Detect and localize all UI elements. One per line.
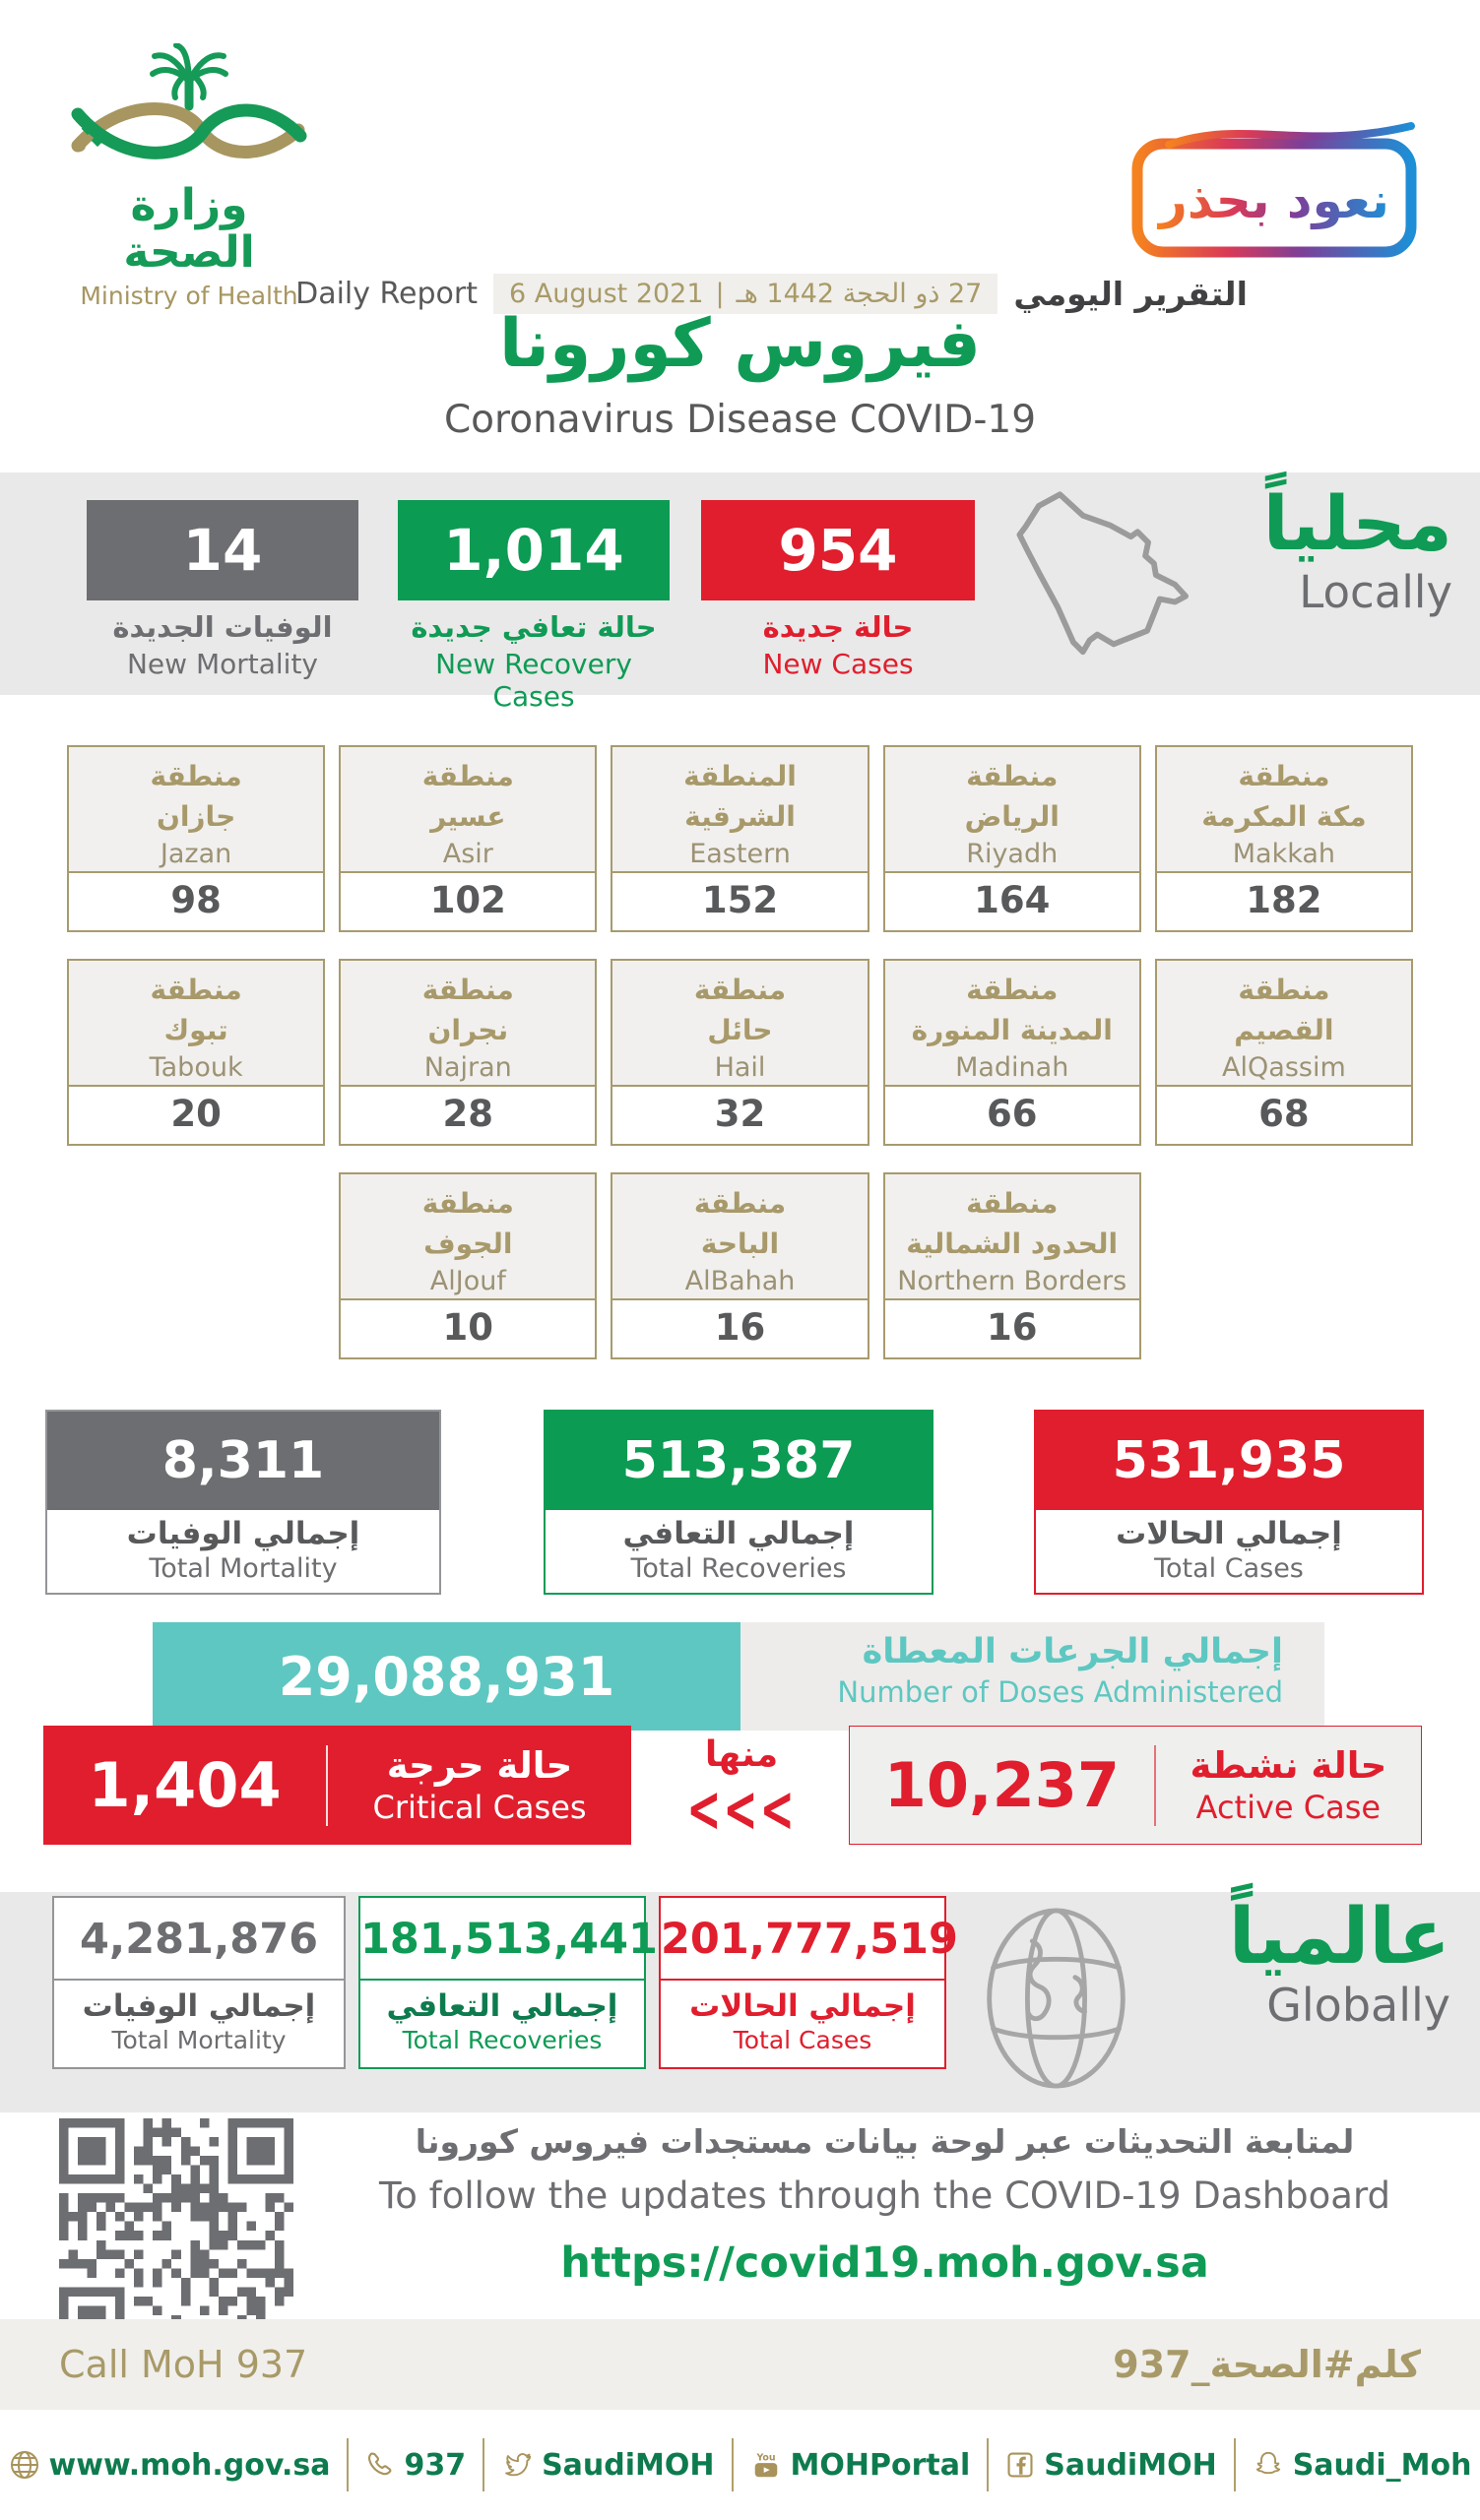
daily-report-label-en: Daily Report [295,277,478,311]
region-value: 28 [442,1093,494,1135]
twitter-icon [501,2449,533,2481]
region-value: 16 [714,1306,766,1349]
total-cases-label-en: Total Cases [1154,1553,1304,1584]
moh-emblem-icon [66,43,312,176]
snapchat-icon [1253,2449,1284,2481]
global-cases-value: 201,777,519 [661,1898,944,1981]
critical-cases-label-en: Critical Cases [372,1789,587,1826]
daily-report-label-ar: التقرير اليومي [1013,275,1248,313]
globally-heading-ar: عالمياً [1228,1893,1450,1982]
region-value: 10 [442,1306,494,1349]
total-cases-label-ar: إجمالي الحالات [1116,1516,1342,1551]
region-card-madinah: منطقة المدينة المنورة Madinah 66 [883,959,1141,1146]
globe-icon [980,1900,1132,2097]
global-mortality-label-ar: إجمالي الوفيات [82,1988,316,2024]
active-cases-label-en: Active Case [1195,1789,1382,1826]
footer-item-phone[interactable]: 937 [365,2448,466,2483]
logo-arabic-name: وزارة الصحة [123,180,255,279]
dashboard-text-ar: لمتابعة التحديثات عبر لوحة بيانات مستجدات فيروس كورونا [415,2122,1355,2161]
divider [1154,1745,1156,1826]
region-value: 20 [170,1093,222,1135]
region-card-hail: منطقة حائل Hail 32 [611,959,869,1146]
return-with-caution-badge [1126,114,1423,266]
total-recoveries-value: 513,387 [621,1431,856,1490]
doses-value: 29,088,931 [153,1622,740,1731]
critical-cases-value: 1,404 [88,1749,282,1821]
region-cases-grid [67,745,1413,1359]
new-recoveries-box [398,500,670,600]
footer-item-facebook[interactable]: SaudiMOH [1005,2448,1216,2483]
region-card-alqassim: منطقة القصيم AlQassim 68 [1155,959,1413,1146]
new-mortality-box [87,500,358,600]
globally-section [0,1892,1480,2112]
active-cases-labels [1190,1744,1386,1826]
new-recoveries-label-ar: حالة تعافي جديدة [411,610,657,644]
globe-icon [9,2449,40,2481]
region-card-albahah: منطقة الباحة AlBahah 16 [611,1172,869,1359]
global-mortality-value: 4,281,876 [54,1898,344,1981]
total-mortality-label-en: Total Mortality [149,1553,338,1584]
region-card-northern-borders: منطقة الحدود الشمالية Northern Borders 16 [883,1172,1141,1359]
total-recoveries-label-ar: إجمالي التعافي [622,1516,855,1551]
critical-cases-labels [372,1744,586,1826]
critical-cases-label-ar: حالة حرجة [386,1744,573,1787]
moh-logo [65,43,313,310]
new-cases-value: 954 [778,517,898,584]
total-mortality-box [45,1410,441,1595]
footer-separator [1234,2438,1236,2491]
new-mortality-label-ar: الوفيات الجديدة [112,610,333,644]
globally-heading-en: Globally [1266,1978,1450,2032]
new-recoveries-value: 1,014 [443,517,624,584]
locally-section [0,472,1480,713]
hashtag-label: كلم#الصحة_937 [1113,2343,1421,2386]
globally-heading [1229,1892,1450,2032]
region-card-najran: منطقة نجران Najran 28 [339,959,597,1146]
region-value: 164 [974,879,1051,921]
global-cases-box [659,1896,958,2069]
total-mortality-value: 8,311 [161,1431,325,1490]
active-cases-box [849,1726,1422,1845]
facebook-icon [1005,2450,1035,2480]
region-card-makkah: منطقة مكة المكرمة Makkah 182 [1155,745,1413,932]
dashboard-qr-code [59,2118,293,2353]
global-recoveries-label-ar: إجمالي التعافي [386,1988,618,2024]
call-moh-bar [0,2319,1480,2410]
new-recoveries-label-en: New Recovery Cases [435,648,632,713]
footer-separator [987,2438,989,2491]
footer-item-snapchat[interactable]: Saudi_Moh [1253,2448,1472,2483]
new-mortality-value: 14 [182,517,263,584]
region-value: 32 [714,1093,766,1135]
svg-text:You: You [755,2452,776,2464]
doses-label-en: Number of Doses Administered [837,1675,1283,1709]
date-separator: | [715,279,725,309]
total-cases-value: 531,935 [1112,1431,1346,1490]
global-mortality-label-en: Total Mortality [111,2026,287,2054]
critical-cases-box [43,1726,631,1845]
saudi-arabia-map-icon [997,478,1189,685]
total-mortality-label-ar: إجمالي الوفيات [126,1516,360,1551]
logo-english-name: Ministry of Health [80,281,298,310]
doses-labels [740,1622,1324,1731]
new-cases-label-en: New Cases [762,648,914,680]
global-cases-label-ar: إجمالي الحالات [689,1988,916,2024]
region-value: 152 [701,879,779,921]
page-title-english: Coronavirus Disease COVID-19 [443,398,1037,442]
call-moh-label: Call MoH 937 [59,2343,308,2386]
region-card-eastern: المنطقة الشرقية Eastern 152 [611,745,869,932]
region-value: 68 [1258,1093,1310,1135]
region-value: 66 [986,1093,1038,1135]
dashboard-text-en: To follow the updates through the COVID-19 Dashboard [378,2174,1391,2217]
region-card-asir: منطقة عسير Asir 102 [339,745,597,932]
locally-heading-en: Locally [1299,566,1452,619]
dashboard-url-link[interactable]: https://covid19.moh.gov.sa [560,2238,1209,2288]
region-value: 16 [986,1306,1038,1349]
locally-heading-ar: محلياً [1262,479,1452,567]
footer-item-youtube[interactable]: You MOHPortal [750,2448,971,2483]
active-cases-label-ar: حالة نشطة [1190,1744,1387,1787]
region-card-aljouf: منطقة الجوف AlJouf 10 [339,1172,597,1359]
of-which-connector [658,1734,825,1847]
global-recoveries-box [358,1896,658,2069]
doses-administered-bar [153,1622,1324,1731]
doses-label-ar: إجمالي الجرعات المعطاة [862,1632,1283,1671]
region-value: 102 [429,879,506,921]
region-card-tabouk: منطقة تبوك Tabouk 20 [67,959,325,1146]
footer-contact-bar [0,2410,1480,2520]
new-cases-label-ar: حالة جديدة [762,610,914,644]
page-title-arabic: فيروس كورونا [498,305,981,383]
total-cases-box [1034,1410,1424,1595]
global-recoveries-value: 181,513,441 [360,1898,644,1981]
chevrons-left-icon: <<< [686,1771,797,1847]
region-value: 98 [170,879,222,921]
active-cases-value: 10,237 [883,1749,1120,1821]
region-card-jazan: منطقة جازان Jazan 98 [67,745,325,932]
report-date-gregorian: 6 August 2021 [509,279,704,309]
global-cases-label-en: Total Cases [733,2026,872,2054]
region-card-riyadh: منطقة الرياض Riyadh 164 [883,745,1141,932]
badge-text: نعود بحذر [1159,172,1389,229]
new-mortality-label-en: New Mortality [126,648,319,680]
global-mortality-box [52,1896,346,2069]
phone-icon [365,2450,395,2480]
of-which-label: منها [704,1734,779,1775]
locally-heading [1263,480,1452,618]
dashboard-info [315,2122,1454,2288]
footer-item-website[interactable]: www.moh.gov.sa [9,2448,331,2483]
total-recoveries-label-en: Total Recoveries [630,1553,847,1584]
global-recoveries-label-en: Total Recoveries [402,2026,603,2054]
youtube-icon [750,2449,782,2481]
footer-item-twitter[interactable]: SaudiMOH [501,2448,714,2483]
new-cases-box [701,500,975,600]
divider [326,1745,328,1826]
footer-separator [732,2438,734,2491]
total-recoveries-box [544,1410,933,1595]
report-date-hijri: 27 ذو الحجة 1442 هـ [736,279,983,309]
footer-separator [483,2438,484,2491]
region-value: 182 [1246,879,1322,921]
footer-separator [347,2438,349,2491]
